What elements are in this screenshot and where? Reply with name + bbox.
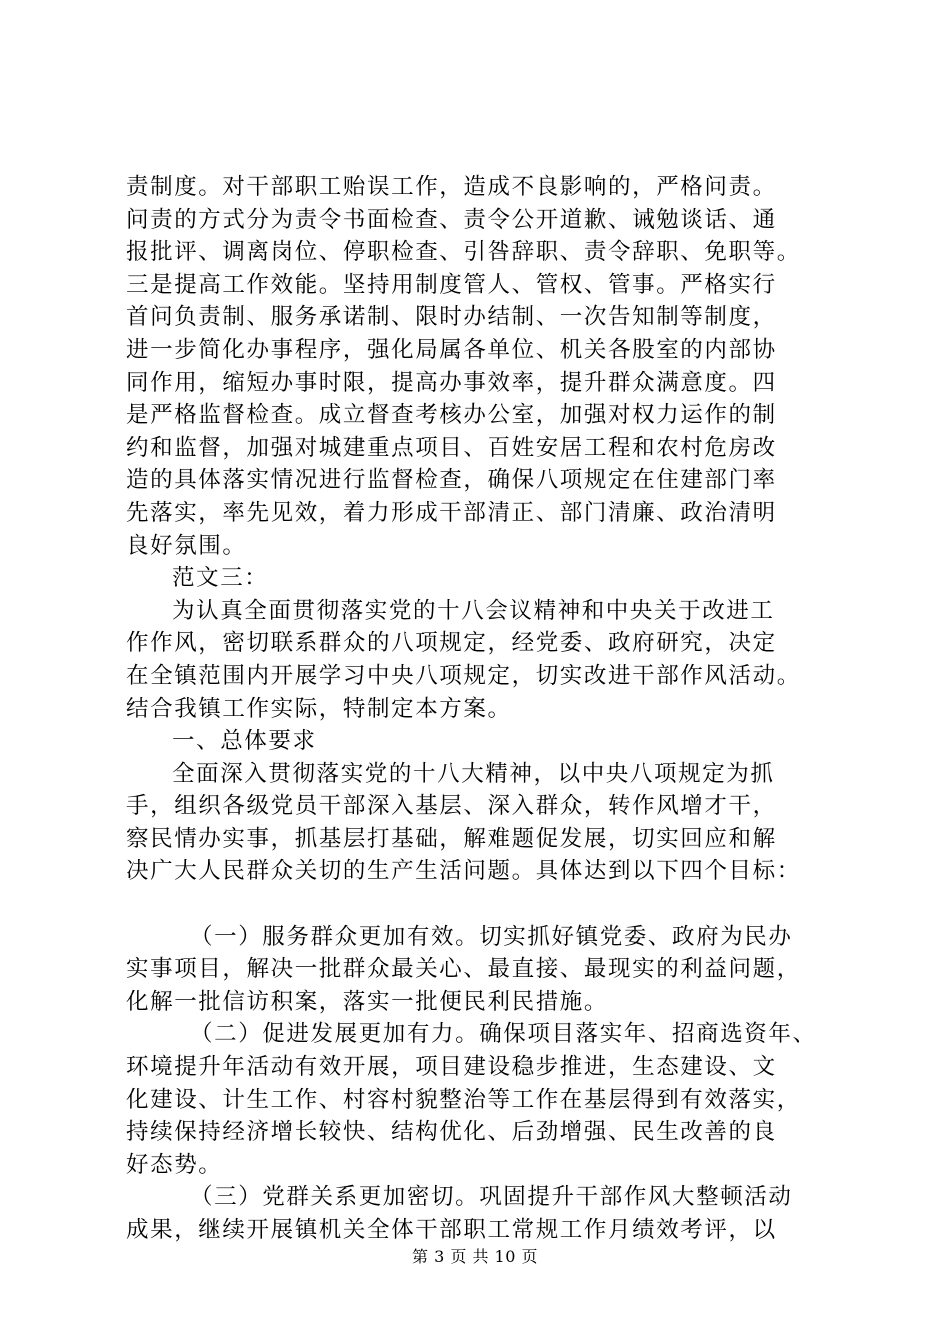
text-line: 实事项目，解决一批群众最关心、最直接、最现实的利益问题，: [126, 956, 801, 983]
text-line: 责制度。对干部职工贻误工作，造成不良影响的，严格问责。: [126, 174, 777, 200]
page-number-footer: 第 3 页 共 10 页: [412, 1247, 538, 1266]
text-line: 报批评、调离岗位、停职检查、引咎辞职、责令辞职、免职等。: [126, 239, 801, 266]
text-line: 好态势。: [126, 1151, 223, 1178]
text-line: 成果，继续开展镇机关全体干部职工常规工作月绩效考评，以: [126, 1217, 777, 1243]
text-line: 首问负责制、服务承诺制、限时办结制、一次告知制等制度，: [126, 304, 777, 331]
text-line: 在全镇范围内开展学习中央八项规定，切实改进干部作风活动。: [126, 662, 801, 689]
text-line: 环境提升年活动有效开展，项目建设稳步推进，生态建设、文: [126, 1054, 777, 1081]
text-line: 约和监督，加强对城建重点项目、百姓安居工程和农村危房改: [126, 434, 777, 461]
text-line: （三）党群关系更加密切。巩固提升干部作风大整顿活动: [190, 1184, 793, 1211]
text-line: 化解一批信访积案，落实一批便民利民措施。: [126, 988, 609, 1015]
text-line: 造的具体落实情况进行监督检查，确保八项规定在住建部门率: [126, 467, 777, 494]
section-heading: 一、总体要求: [172, 728, 317, 755]
text-line: 良好氛围。: [126, 532, 247, 559]
text-line: 问责的方式分为责令书面检查、责令公开道歉、诫勉谈话、通: [126, 206, 777, 233]
document-body: [126, 171, 826, 1247]
text-line: 决广大人民群众关切的生产生活问题。具体达到以下四个目标：: [126, 858, 801, 885]
text-line: 先落实，率先见效，着力形成干部清正、部门清廉、政治清明: [126, 499, 777, 526]
text-line: 察民情办实事，抓基层打基础，解难题促发展，切实回应和解: [126, 825, 777, 852]
text-line: 进一步简化办事程序，强化局属各单位、机关各股室的内部协: [126, 336, 777, 363]
section-heading: 范文三：: [172, 565, 269, 592]
paragraph-gap: [126, 888, 826, 921]
text-line: 手，组织各级党员干部深入基层、深入群众，转作风增才干，: [126, 793, 777, 820]
text-line: 为认真全面贯彻落实党的十八会议精神和中央关于改进工: [172, 597, 775, 624]
text-line: 是严格监督检查。成立督查考核办公室，加强对权力运作的制: [126, 402, 777, 429]
text-line: 同作用，缩短办事时限，提高办事效率，提升群众满意度。四: [126, 369, 777, 396]
text-line: 持续保持经济增长较快、结构优化、后劲增强、民生改善的良: [126, 1119, 777, 1146]
text-line: （一）服务群众更加有效。切实抓好镇党委、政府为民办: [190, 923, 793, 950]
text-line: （二）促进发展更加有力。确保项目落实年、招商选资年、: [190, 1021, 817, 1048]
text-line: 作作风，密切联系群众的八项规定，经党委、政府研究，决定: [126, 630, 777, 657]
text-line: 三是提高工作效能。坚持用制度管人、管权、管事。严格实行: [126, 271, 777, 298]
text-line: 全面深入贯彻落实党的十八大精神，以中央八项规定为抓: [172, 760, 775, 787]
text-line: 结合我镇工作实际，特制定本方案。: [126, 695, 512, 722]
text-line: 化建设、计生工作、村容村貌整治等工作在基层得到有效落实，: [126, 1086, 801, 1113]
